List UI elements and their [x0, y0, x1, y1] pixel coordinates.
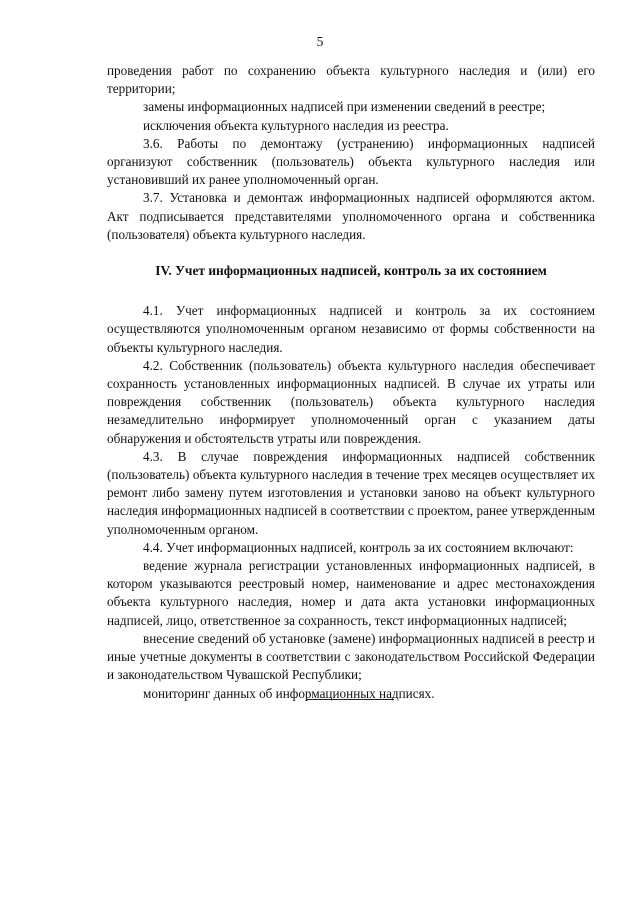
- page-number: 5: [316, 34, 324, 49]
- paragraph-4-3: 4.3. В случае повреждения информационных надписей собственник (пользователь) объекта культурного наследия в течение трех месяцев осуществляет их ремонт либо замену путем изготовления и установки заново на объект культурного наследия информационных надписей в соответствии с проектом, ранее утвержденным уполномоченным органом.: [107, 448, 595, 537]
- paragraph-4-4: 4.4. Учет информационных надписей, контроль за их состоянием включают:: [143, 539, 574, 555]
- paragraph-4-2: 4.2. Собственник (пользователь) объекта культурного наследия обеспечивает сохранность установленных информационных надписей. В случае их утраты или повреждения собственник (пользователь) объекта культурного наследия незамедлительно информирует уполномоченный орган с указанием даты обнаружения и обстоятельств утраты или повреждения.: [107, 357, 595, 446]
- paragraph-3-6: 3.6. Работы по демонтажу (устранению) информационных надписей организуют собственник (пользователь) объекта культурного наследия или установивший их ранее уполномоченный орган.: [107, 135, 595, 188]
- paragraph-list-item: ведение журнала регистрации установленных информационных надписей, в котором указываются реестровый номер, наименование и адрес местонахождения объекта культурного наследия, номер и дата акта установки информационных надписей, лицо, ответственное за сохранность, текст информационных надписей;: [107, 558, 595, 628]
- paragraph-list-item: внесение сведений об установке (замене) информационных надписей в реестр и иные учетные документы в соответствии с законодательством Российской Федерации и законодательством Чувашской Республики;: [107, 630, 595, 683]
- paragraph-continuation: проведения работ по сохранению объекта культурного наследия и (или) его территории;: [107, 63, 595, 97]
- end-divider: [306, 699, 394, 700]
- paragraph-3-7: 3.7. Установка и демонтаж информационных надписей оформляются актом. Акт подписывается представителями уполномоченного органа и собственника (пользователя) объекта культурного наследия.: [107, 190, 595, 242]
- section-heading: IV. Учет информационных надписей, контроль за их состоянием: [155, 263, 547, 279]
- paragraph-4-1: 4.1. Учет информационных надписей и контроль за их состоянием осуществляются уполномоченным органом независимо от формы собственности на объекты культурного наследия.: [107, 303, 595, 355]
- paragraph: исключения объекта культурного наследия из реестра.: [143, 117, 449, 133]
- document-body: [107, 62, 595, 703]
- paragraph-list-item: мониторинг данных об информационных надписях.: [143, 685, 435, 701]
- paragraph: замены информационных надписей при изменении сведений в реестре;: [143, 99, 546, 115]
